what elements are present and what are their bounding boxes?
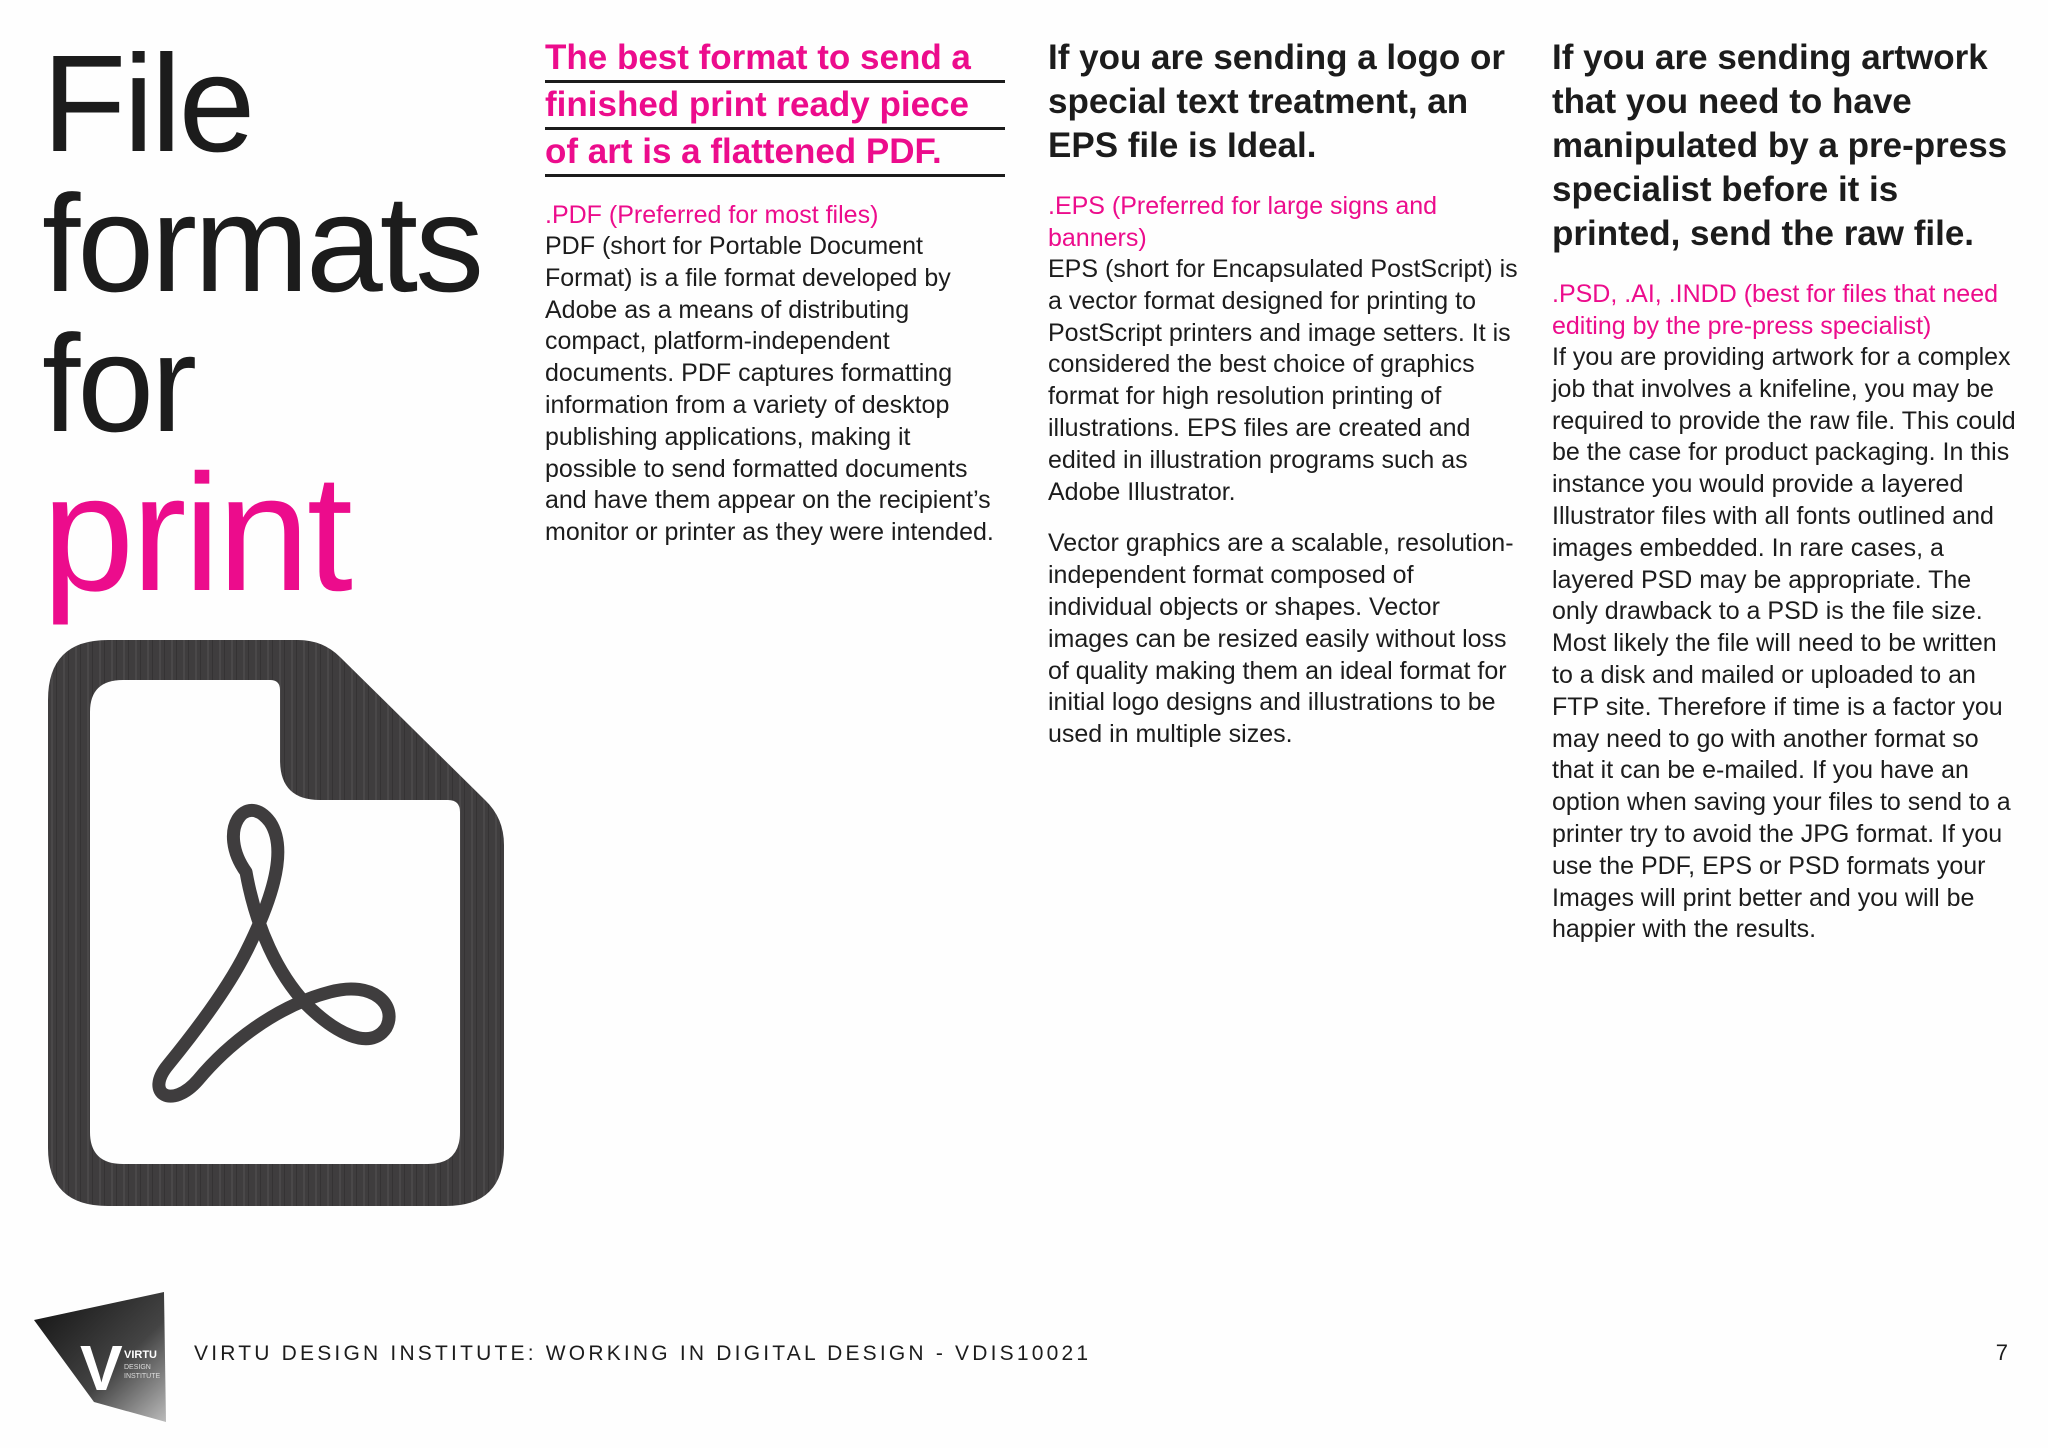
- raw-heading: If you are sending artwork that you need to have manipulated by a pre-press specialist before it is printed, send the raw file.: [1552, 38, 2008, 253]
- eps-paragraph-2: Vector graphics are a scalable, resolution-independent format composed of individual objects or shapes. Vector images can be resized easily without loss of quality making them an ideal format for initial logo designs and illustrations to be used in multiple sizes.: [1048, 529, 1514, 749]
- title-line-1: File: [42, 27, 253, 181]
- column-eps: [1048, 36, 1518, 751]
- eps-paragraph-1: EPS (short for Encapsulated PostScript) is a vector format designed for printing to PostScript printers and image setters. It is considered the best choice of graphics format for high resolution printing of illustrations. EPS files are created and edited in illustration programs such as Adobe Illustrator.: [1048, 255, 1518, 506]
- logo-name: VIRTU: [124, 1349, 157, 1361]
- logo-sub-2: INSTITUTE: [124, 1373, 161, 1380]
- virtu-logo: [34, 1292, 176, 1422]
- column-raw: [1552, 36, 2022, 946]
- page-number: 7: [1995, 1340, 2008, 1365]
- raw-paragraph: If you are providing artwork for a complex job that involves a knifeline, you may be required to provide the raw file. This could be the case for product packaging. In this instance you would provide a layered Illustrator files with all fonts outlined and images embedded. In rare cases, a layered PSD may be appropriate. The only drawback to a PSD is the file size. Most likely the file will need to be written to a disk and mailed or uploaded to an FTP site. Therefore if time is a factor you may need to go with another format so that it can be e-mailed. If you have an option when saving your files to send to a printer try to avoid the JPG format. If you use the PDF, EPS or PSD formats your Images will print better and you will be happier with the results.: [1552, 343, 2016, 944]
- pdf-heading: [545, 36, 1005, 177]
- column-pdf: [545, 36, 1005, 549]
- title-line-3: for: [42, 307, 195, 461]
- page-title: [42, 27, 512, 626]
- pdf-heading-line-1: The best format to send a: [545, 36, 1005, 83]
- raw-subhead: .PSD, .AI, .INDD (best for files that need editing by the pre-press specialist): [1552, 280, 1999, 340]
- pdf-paragraph: PDF (short for Portable Document Format) is a file format developed by Adobe as a means of distributing compact, platform-independent documents. PDF captures formatting information from a variety of desktop publishing applications, making it possible to send formatted documents and have them appear on the recipient’s monitor or printer as they were intended.: [545, 232, 994, 547]
- title-line-2: formats: [42, 167, 482, 321]
- eps-subhead: .EPS (Preferred for large signs and banners): [1048, 192, 1438, 252]
- footer-text: VIRTU DESIGN INSTITUTE: WORKING IN DIGITAL DESIGN - VDIS10021: [194, 1342, 1092, 1365]
- logo-letter: V: [80, 1332, 123, 1404]
- pdf-heading-line-3: of art is a flattened PDF.: [545, 130, 1005, 177]
- pdf-subhead: .PDF (Preferred for most files): [545, 201, 879, 229]
- pdf-heading-line-2: finished print ready piece: [545, 83, 1005, 130]
- pdf-file-icon: [48, 640, 504, 1206]
- eps-heading: If you are sending a logo or special text treatment, an EPS file is Ideal.: [1048, 38, 1505, 165]
- title-line-4: print: [42, 441, 350, 626]
- logo-sub-1: DESIGN: [124, 1364, 151, 1371]
